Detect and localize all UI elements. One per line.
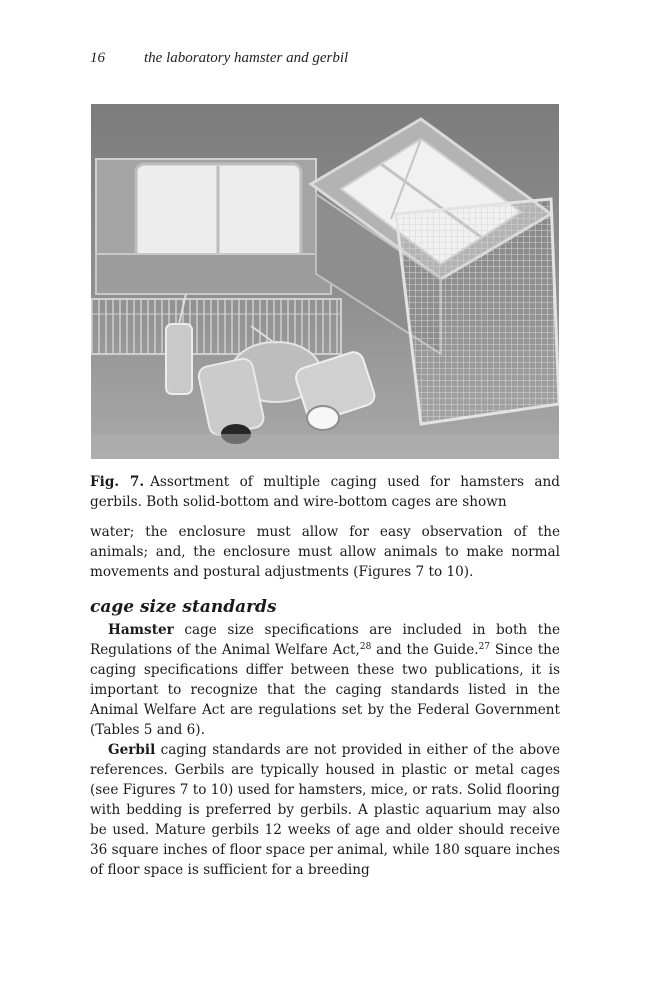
page-number: 16 (90, 50, 105, 66)
gerbil-lead: Gerbil (108, 742, 156, 758)
hamster-lead: Hamster (108, 622, 174, 638)
running-header (90, 50, 348, 67)
hamster-text-a: cage size specifications are included in both the Regulations of the Animal Welfare Act, (90, 622, 560, 658)
continued-paragraph: water; the enclosure must allow for easy observation of the animals; and, the enclosure must allow animals to make normal movements and postural adjustments (Figures 7 to 10). (90, 524, 560, 580)
figure-caption-text: Assortment of multiple caging used for hamsters and gerbils. Both solid-bottom and wire-bottom cages are shown (90, 474, 560, 510)
hamster-paragraph (90, 620, 560, 740)
figure-label: Fig. 7. (90, 474, 145, 490)
cage-assortment-photo (91, 104, 559, 459)
section-heading: cage size standards (90, 597, 277, 617)
reference-27: 27 (478, 642, 491, 652)
hamster-text-c: Since the caging specifications differ between these two publications, it is important to recognize that the caging standards listed in the Animal Welfare Act are regulations set by the Federal Government (Tables 5 and 6). (90, 642, 560, 738)
figure-caption (90, 472, 560, 512)
hamster-text-b: and the Guide. (371, 642, 479, 658)
reference-28: 28 (359, 642, 372, 652)
gerbil-paragraph (90, 740, 560, 880)
gerbil-text: caging standards are not provided in either of the above references. Gerbils are typically housed in plastic or metal cages (see Figures 7 to 10) used for hamsters, mice, or rats. Solid flooring with bedding is preferred by gerbils. A plastic aquarium may also be used. Mature gerbils 12 weeks of age and older should receive 36 square inches of floor space per animal, while 180 square inches of floor space is sufficient for a breeding (90, 742, 560, 878)
running-title: the laboratory hamster and gerbil (144, 50, 349, 66)
section-body (90, 620, 560, 880)
